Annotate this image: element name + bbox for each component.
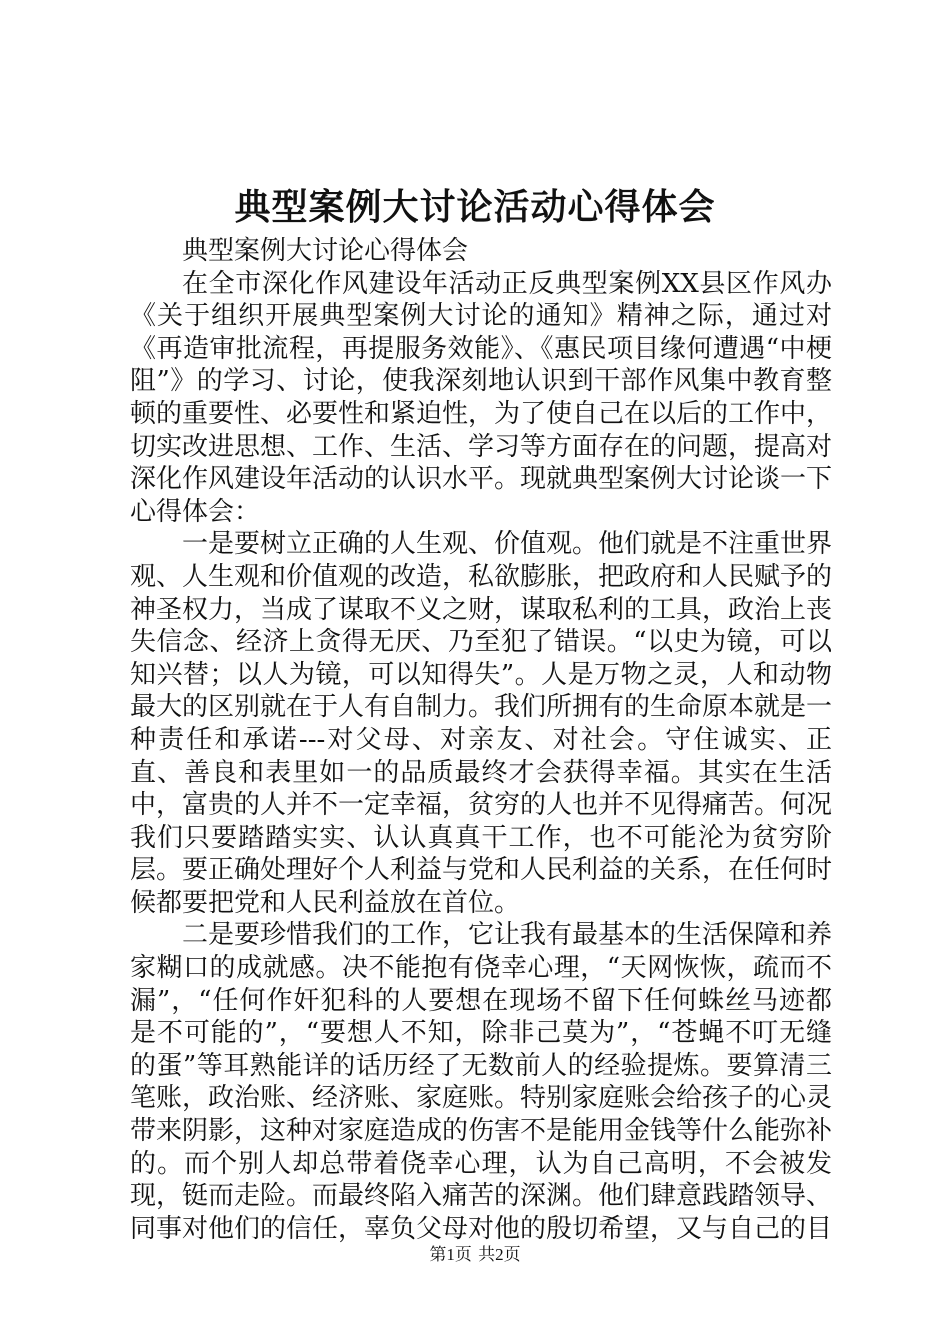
subtitle-paragraph: 典型案例大讨论心得体会 — [182, 236, 469, 266]
body-paragraph: 二是要珍惜我们的工作，它让我有最基本的生活保障和养家糊口的成就感。决不能抱有侥幸心理，“天网恢恢，疏而不漏”，“任何作奸犯科的人要想在现场不留下任何蛛丝马迹都是不可能的”，“要想人不知，除非己莫为”，“苍蝇不叮无缝的蛋”等耳熟能详的话历经了无数前人的经验提炼。要算清三笔账，政治账、经济账、家庭账。特别家庭账会给孩子的心灵带来阴影，这种对家庭造成的伤害不是能用金钱等什么能弥补的。而个别人却总带着侥幸心理，认为自己高明，不会被发现，铤而走险。而最终陷入痛苦的深渊。他们肆意践踏领导、同事对他们的信任，辜负父母对他的殷切希望，又与自己的目 — [130, 920, 833, 1244]
page-number: 第1页 — [429, 1245, 472, 1264]
body-paragraph: 在全市深化作风建设年活动正反典型案例XX县区作风办《关于组织开展典型案例大讨论的通知》精神之际，通过对《再造审批流程，再提服务效能》、《惠民项目缘何遭遇“中梗阻”》的学习、讨论，使我深刻地认识到干部作风集中教育整顿的重要性、必要性和紧迫性，为了使自己在以后的工作中，切实改进思想、工作、生活、学习等方面存在的问题，提高对深化作风建设年活动的认识水平。现就典型案例大讨论谈一下心得体会： — [130, 268, 833, 527]
document-body — [130, 235, 832, 1245]
body-paragraph: 一是要树立正确的人生观、价值观。他们就是不注重世界观、人生观和价值观的改造，私欲膨胀，把政府和人民赋予的神圣权力，当成了谋取不义之财，谋取私利的工具，政治上丧失信念、经济上贪得无厌、乃至犯了错误。“以史为镜，可以知兴替；以人为镜，可以知得失”。人是万物之灵，人和动物最大的区别就在于人有自制力。我们所拥有的生命原本就是一种责任和承诺---对父母、对亲友、对社会。守住诚实、正直、善良和表里如一的品质最终才会获得幸福。其实在生活中，富贵的人并不一定幸福，贫穷的人也并不见得痛苦。何况我们只要踏踏实实、认认真真干工作，也不可能沦为贫穷阶层。要正确处理好个人利益与党和人民利益的关系，在任何时候都要把党和人民利益放在首位。 — [130, 529, 833, 918]
page-footer — [0, 1243, 950, 1267]
document-title: 典型案例大讨论活动心得体会 — [234, 187, 716, 228]
page-total: 共2页 — [478, 1245, 521, 1264]
